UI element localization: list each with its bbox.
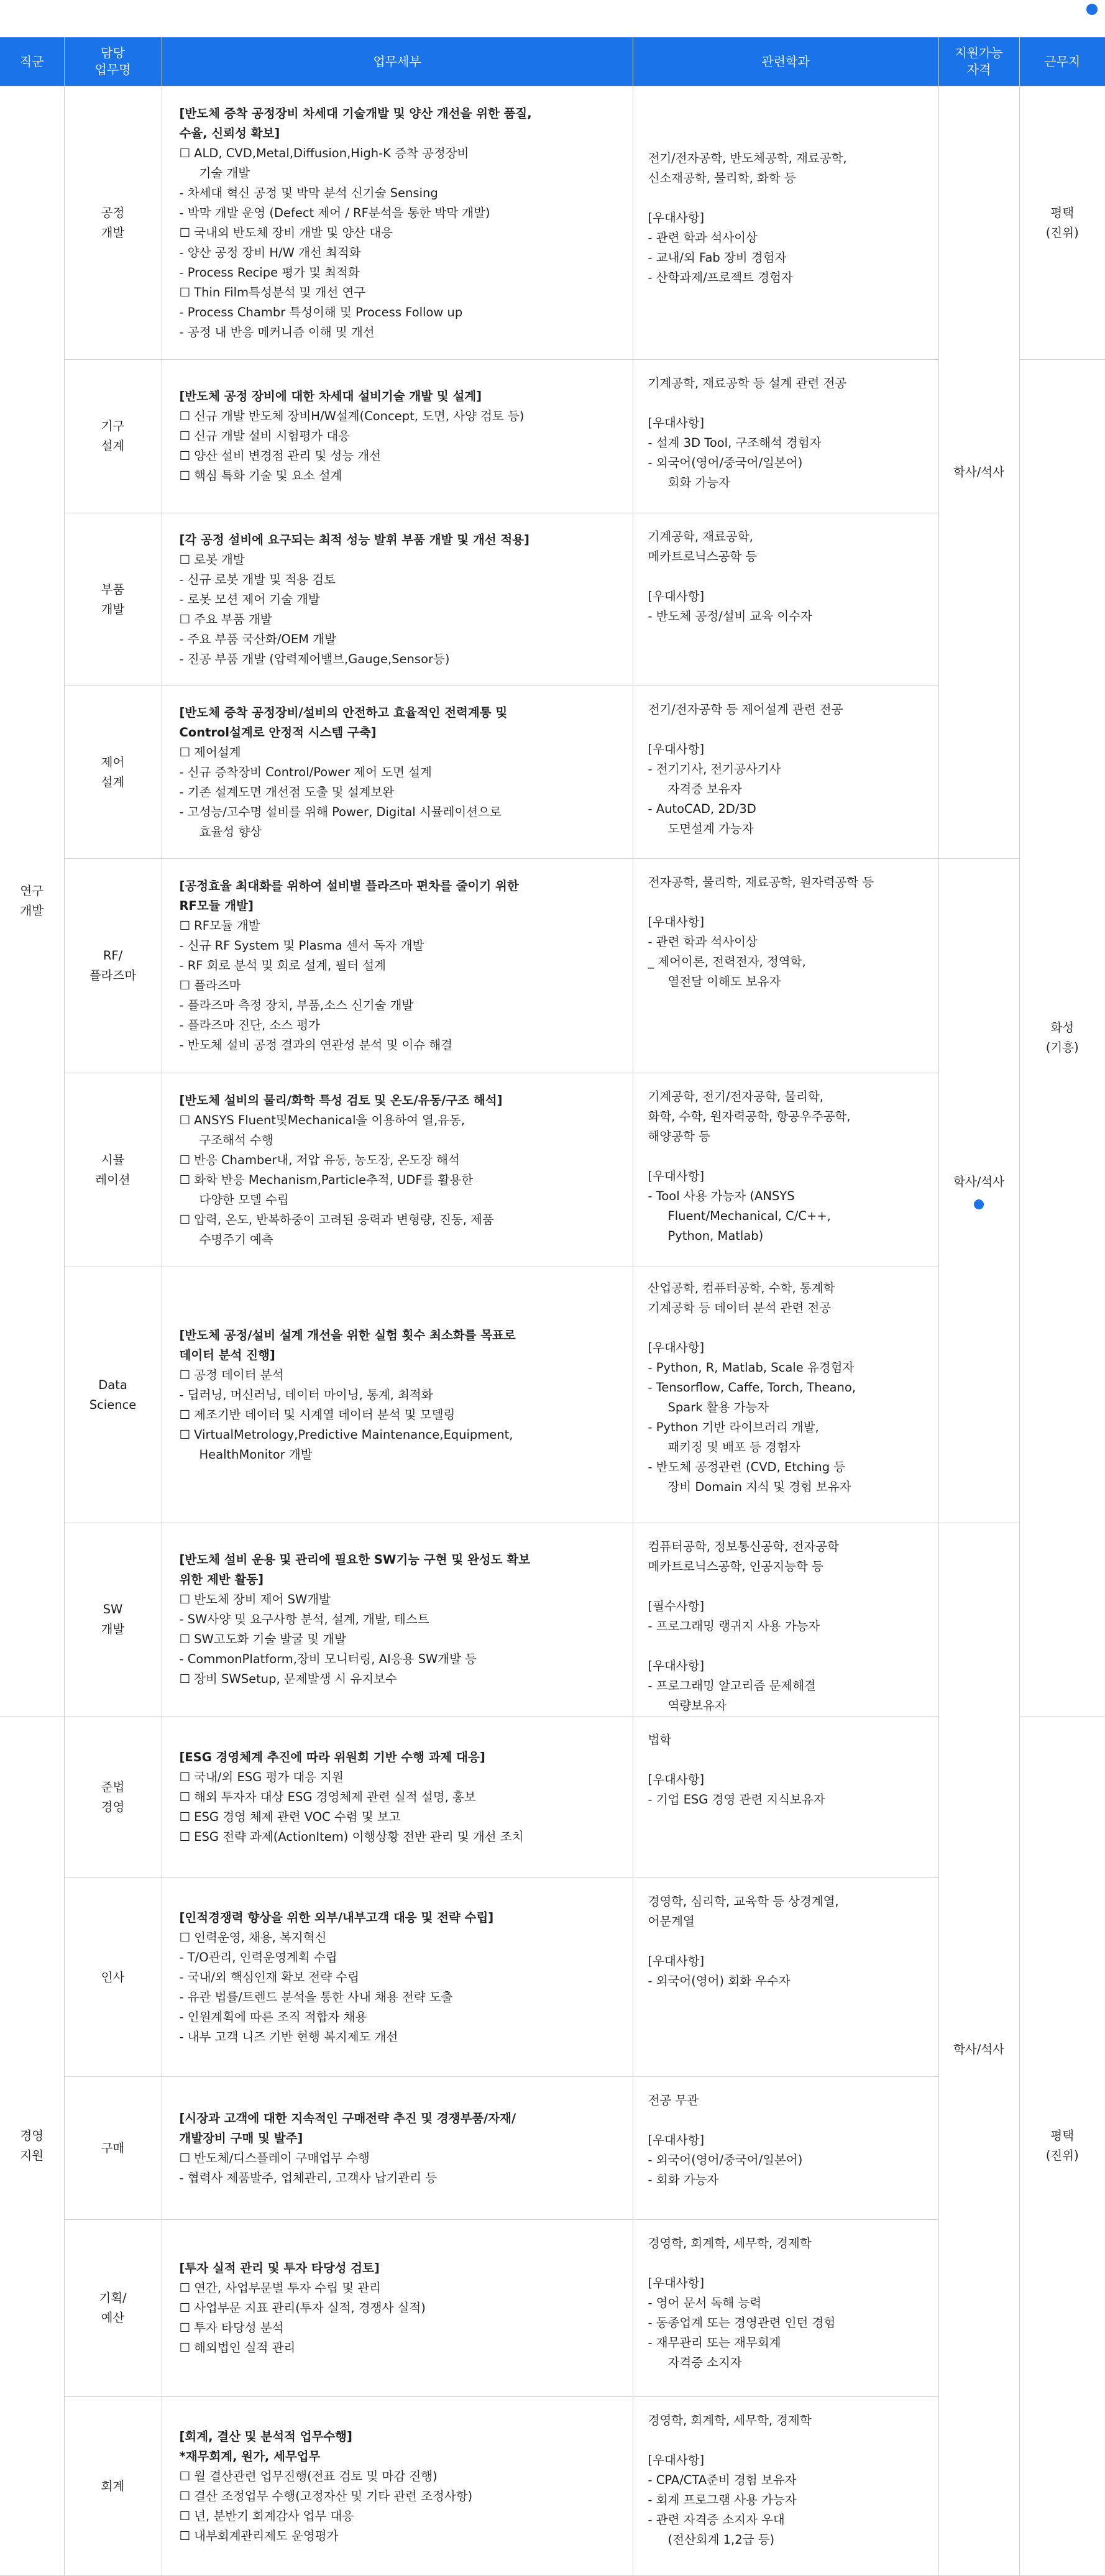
duty-label: SW 개발 [101, 1602, 125, 1636]
detail-cell [162, 1717, 633, 1878]
text-line: ☐ 내부회계관리제도 운영평가 [179, 2528, 339, 2543]
duty-label: 제어 설계 [101, 754, 125, 789]
text-line: ☐ 해외 투자자 대상 ESG 경영체제 관련 실적 설명, 홍보 [179, 1789, 476, 1804]
duty-label: Data Science [89, 1377, 137, 1412]
text-line: ☐ 핵심 특화 기술 및 요소 설계 [179, 469, 342, 483]
text-line [648, 1577, 926, 1597]
text-line: ☐ RF모듈 개발 [179, 919, 260, 933]
text-line: - RF 회로 분석 및 회로 설계, 필터 설계 [179, 958, 386, 973]
duty-label: 시뮬 레이션 [95, 1152, 131, 1187]
text-line: 자격증 소지자 [667, 2355, 742, 2370]
text-line: - 딥러닝, 머신러닝, 데이터 마이닝, 통계, 최적화 [179, 1387, 433, 1402]
text-line: [우대사항] [648, 742, 705, 756]
text-line: 구조해석 수행 [199, 1132, 273, 1147]
duty-cell [64, 1523, 162, 1717]
duty-label: 부품 개발 [101, 582, 125, 616]
text-line: [우대사항] [648, 416, 705, 430]
text-line: [반도체 설비 운용 및 관리에 필요한 SW기능 구현 및 완성도 확보 [179, 1552, 530, 1567]
text-line: [우대사항] [648, 211, 705, 225]
text-line: - 외국어(영어) 회화 우수자 [648, 1974, 791, 1988]
text-line: - Python, R, Matlab, Scale 유경험자 [648, 1360, 855, 1375]
text-line: 회화 가능자 [667, 475, 730, 490]
text-line: - 전기기사, 전기공사기사 [648, 762, 781, 776]
text-line: 산업공학, 컴퓨터공학, 수학, 통계학 [648, 1281, 835, 1295]
text-line: - 신규 RF System 및 Plasma 센서 독자 개발 [179, 938, 424, 953]
major-cell [633, 86, 938, 360]
detail-cell [162, 1878, 633, 2077]
text-line: [우대사항] [648, 2453, 705, 2467]
text-line: - Process Recipe 평가 및 최적화 [179, 265, 360, 280]
text-line: - Process Chambr 특성이해 및 Process Follow up [179, 305, 463, 319]
corner-dot-icon [1086, 4, 1098, 15]
header-category: 직군 [0, 37, 64, 86]
text-line: ☐ 신규 개발 반도체 장비H/W설계(Concept, 도면, 사양 검토 등) [179, 409, 525, 423]
text-line: 전기/전자공학 등 제어설계 관련 전공 [648, 702, 843, 717]
text-line: - 기존 설계도면 개선점 도출 및 설계보완 [179, 784, 395, 799]
text-line [648, 393, 926, 413]
text-line: - CommonPlatform,장비 모니터링, AI응용 SW개발 등 [179, 1652, 477, 1666]
text-line: - 관련 학과 석사이상 [648, 935, 758, 949]
text-line: - 동종업계 또는 경영관련 인턴 경험 [648, 2316, 836, 2330]
major-cell [633, 1073, 938, 1267]
major-cell [633, 1717, 938, 1878]
text-line: 도면설계 가능자 [667, 822, 754, 836]
text-line: - 반도체 공정관련 (CVD, Etching 등 [648, 1460, 846, 1474]
location-cell [1019, 86, 1105, 360]
text-line: Fluent/Mechanical, C/C++, [667, 1209, 831, 1223]
text-line: ☐ SW고도화 기술 발굴 및 개발 [179, 1632, 347, 1646]
text-line: 메카트로닉스공학 등 [648, 549, 758, 564]
text-line: 기계공학, 전기/전자공학, 물리학, [648, 1089, 823, 1104]
duty-cell [64, 2397, 162, 2576]
major-cell [633, 686, 938, 859]
text-line: ☐ 국내/외 ESG 평가 대응 지원 [179, 1769, 344, 1784]
text-line: ☐ 주요 부품 개발 [179, 612, 272, 626]
duty-label: 구매 [101, 2140, 125, 2155]
text-line: ☐ Thin Film특성분석 및 개선 연구 [179, 285, 366, 300]
text-line: [반도체 공정 장비에 대한 차세대 설비기술 개발 및 설계] [179, 389, 482, 403]
detail-cell [162, 859, 633, 1073]
text-line: ☐ 인력운영, 채용, 복지혁신 [179, 1930, 327, 1945]
qualification-cell [938, 859, 1019, 1523]
text-line: 신소재공학, 물리학, 화학 등 [648, 171, 796, 185]
text-line: - Tensorflow, Caffe, Torch, Theano, [648, 1380, 856, 1395]
text-line: - SW사양 및 요구사항 분석, 설계, 개발, 테스트 [179, 1612, 429, 1626]
text-line: ☐ 공정 데이터 분석 [179, 1367, 284, 1382]
text-line [648, 720, 926, 740]
text-line: [ESG 경영체계 추진에 따라 위원회 기반 수행 과제 대응] [179, 1749, 485, 1764]
text-line [648, 2431, 926, 2450]
duty-cell [64, 859, 162, 1073]
duty-label: 공정 개발 [101, 205, 125, 240]
text-line: [공정효율 최대화를 위하여 설비별 플라즈마 편차를 줄이기 위한 [179, 879, 519, 893]
duty-cell [64, 1878, 162, 2077]
text-line: ☐ 결산 조정업무 수행(고정자산 및 기타 관련 조정사항) [179, 2488, 473, 2503]
text-line: Control설계로 안정적 시스템 구축] [179, 725, 377, 740]
location-cell [1019, 360, 1105, 1717]
text-line: *재무회계, 원가, 세무업무 [179, 2449, 321, 2464]
text-line: ☐ 반응 Chamber내, 저압 유동, 농도장, 온도장 해석 [179, 1152, 460, 1167]
text-line: [반도체 설비의 물리/화학 특성 검토 및 온도/유동/구조 해석] [179, 1093, 503, 1107]
header-detail: 업무세부 [162, 37, 633, 86]
text-line: ☐ 반도체 장비 제어 SW개발 [179, 1592, 331, 1607]
detail-cell [162, 86, 633, 360]
text-line: - 로봇 모션 제어 기술 개발 [179, 592, 320, 607]
text-line: HealthMonitor 개발 [199, 1447, 313, 1462]
detail-cell [162, 360, 633, 513]
text-line: 경영학, 회계학, 세무학, 경제학 [648, 2236, 812, 2250]
text-line [648, 1750, 926, 1770]
text-line: ☐ 제어설계 [179, 745, 241, 759]
text-line: ☐ 해외법인 실적 관리 [179, 2340, 296, 2355]
text-line: - T/O관리, 인력운영계획 수립 [179, 1950, 337, 1964]
text-line: 메카트로닉스공학, 인공지능학 등 [648, 1559, 823, 1574]
text-line: - 공정 내 반응 메커니즘 이해 및 개선 [179, 324, 375, 339]
text-line [648, 1932, 926, 1951]
table-row [0, 1523, 1105, 1717]
text-line: [각 공정 설비에 요구되는 최적 성능 발휘 부품 개발 및 개선 적용] [179, 532, 530, 547]
text-line: - 신규 로봇 개발 및 적용 검토 [179, 572, 336, 587]
text-line: 컴퓨터공학, 정보통신공학, 전자공학 [648, 1539, 839, 1554]
text-line: - 내부 고객 니즈 기반 현행 복지제도 개선 [179, 2029, 398, 2044]
major-cell [633, 859, 938, 1073]
text-line: RF모듈 개발] [179, 899, 254, 913]
text-line: Python, Matlab) [667, 1229, 764, 1243]
text-line: - 교내/외 Fab 장비 경험자 [648, 250, 787, 265]
job-table [0, 37, 1105, 2576]
text-line: 기술 개발 [199, 165, 250, 180]
text-line: - 반도체 설비 공정 결과의 연관성 분석 및 이슈 해결 [179, 1038, 453, 1052]
major-cell [633, 360, 938, 513]
text-line: 패키징 및 배포 등 경험자 [667, 1440, 800, 1454]
major-cell [633, 1878, 938, 2077]
text-line [648, 2253, 926, 2273]
text-line: ☐ 플라즈마 [179, 978, 241, 992]
text-line: 전공 무관 [648, 2093, 699, 2107]
duty-cell [64, 1267, 162, 1523]
text-line: 어문계열 [648, 1914, 695, 1928]
text-line: 기계공학, 재료공학 등 설계 관련 전공 [648, 376, 847, 390]
text-line: ☐ 장비 SWSetup, 문제발생 시 유지보수 [179, 1672, 397, 1686]
detail-cell [162, 686, 633, 859]
detail-cell [162, 2077, 633, 2220]
text-line: 수명주기 예측 [199, 1232, 273, 1247]
duty-cell [64, 86, 162, 360]
major-cell [633, 1267, 938, 1523]
text-line: [우대사항] [648, 589, 705, 603]
text-line: ☐ 연간, 사업부문별 투자 수립 및 관리 [179, 2281, 382, 2295]
table-row [0, 859, 1105, 1073]
text-line: _ 제어이론, 전력전자, 정역학, [648, 955, 806, 969]
text-line: 수율, 신뢰성 확보] [179, 126, 280, 140]
text-line: 기계공학, 재료공학, [648, 529, 753, 544]
header-duty: 담당 업무명 [64, 37, 162, 86]
text-line: ☐ 신규 개발 설비 시험평가 대응 [179, 429, 351, 443]
text-line: - 외국어(영어/중국어/일본어) [648, 2153, 803, 2167]
text-line: - 회화 가능자 [648, 2173, 719, 2187]
text-line: - 박막 개발 운영 (Defect 제어 / RF분석을 통한 박막 개발) [179, 205, 490, 220]
text-line [648, 1636, 926, 1656]
text-line: - 산학과제/프로젝트 경험자 [648, 270, 793, 285]
text-line: [회계, 결산 및 분석적 업무수행] [179, 2429, 352, 2444]
text-line: 역량보유자 [667, 1698, 727, 1713]
table-row [0, 86, 1105, 360]
text-line: [우대사항] [648, 1772, 705, 1787]
text-line: ☐ 국내외 반도체 장비 개발 및 양산 대응 [179, 225, 393, 240]
duty-label: 회계 [101, 2478, 125, 2493]
text-line: ☐ ALD, CVD,Metal,Diffusion,High-K 증착 공정장비 [179, 145, 469, 160]
text-line: ☐ 양산 설비 변경점 관리 및 성능 개선 [179, 449, 382, 463]
text-line: [우대사항] [648, 2276, 705, 2290]
text-line: 화학, 수학, 원자력공학, 항공우주공학, [648, 1109, 851, 1124]
text-line: [우대사항] [648, 1169, 705, 1183]
major-cell [633, 1523, 938, 1717]
location-label: 평택 (진위) [1045, 2129, 1079, 2163]
text-line: - 신규 증착장비 Control/Power 제어 도면 설계 [179, 764, 432, 779]
qualification-label: 학사/석사 [953, 465, 1004, 479]
duty-cell [64, 2220, 162, 2397]
major-cell [633, 2077, 938, 2220]
text-line: Spark 활용 가능자 [667, 1400, 769, 1414]
text-line: 개발장비 구매 및 발주] [179, 2130, 303, 2145]
text-line: - 설계 3D Tool, 구조해석 경험자 [648, 436, 822, 450]
text-line: 위한 제반 활동] [179, 1572, 264, 1587]
duty-cell [64, 1717, 162, 1878]
text-line: - 회계 프로그램 사용 가능자 [648, 2493, 797, 2507]
location-label: 화성 (기흥) [1045, 1020, 1079, 1055]
duty-cell [64, 686, 162, 859]
text-line: 자격증 보유자 [667, 782, 742, 796]
text-line: - AutoCAD, 2D/3D [648, 802, 756, 816]
text-line: 전자공학, 물리학, 재료공학, 원자력공학 등 [648, 875, 874, 889]
text-line [648, 567, 926, 587]
major-cell [633, 2397, 938, 2576]
text-line: 전기/전자공학, 반도체공학, 재료공학, [648, 151, 847, 165]
text-line: 해양공학 등 [648, 1129, 710, 1144]
text-line: ☐ 로봇 개발 [179, 552, 245, 567]
text-line: (전산회계 1,2급 등) [667, 2532, 775, 2547]
text-line: [우대사항] [648, 1954, 705, 1968]
text-line: - 재무관리 또는 재무회계 [648, 2335, 781, 2350]
duty-cell [64, 1073, 162, 1267]
text-line: - 관련 학과 석사이상 [648, 231, 758, 245]
major-cell [633, 513, 938, 686]
text-line [648, 892, 926, 912]
text-line: 장비 Domain 지식 및 경험 보유자 [667, 1480, 851, 1494]
detail-cell [162, 2220, 633, 2397]
text-line: [반도체 공정/설비 설계 개선을 위한 실험 횟수 최소화를 목표로 [179, 1327, 516, 1342]
text-line: ☐ 투자 타당성 분석 [179, 2321, 284, 2335]
text-line: 열전달 이해도 보유자 [667, 974, 781, 989]
text-line: - 프로그래밍 알고리즘 문제해결 [648, 1679, 817, 1693]
duty-label: 기획/ 예산 [99, 2291, 127, 2325]
duty-label: 인사 [101, 1969, 125, 1984]
text-line: [우대사항] [648, 2133, 705, 2147]
text-line: ☐ ANSYS Fluent및Mechanical을 이용하여 열,유동, [179, 1112, 465, 1127]
detail-cell [162, 1523, 633, 1717]
text-line: - CPA/CTA준비 경험 보유자 [648, 2473, 797, 2487]
text-line: ☐ 제조기반 데이터 및 시계열 데이터 분석 및 모델링 [179, 1407, 456, 1422]
text-line: - 협력사 제품발주, 업체관리, 고객사 납기관리 등 [179, 2170, 438, 2185]
qualification-label: 학사/석사 [953, 1175, 1004, 1189]
text-line: - 플라즈마 측정 장치, 부품,소스 신기술 개발 [179, 998, 414, 1012]
major-cell [633, 2220, 938, 2397]
text-line: ☐ VirtualMetrology,Predictive Maintenance,Equipment, [179, 1427, 513, 1442]
text-line: - 플라즈마 진단, 소스 평가 [179, 1018, 320, 1032]
text-line: - 국내/외 핵심인재 확보 전략 수립 [179, 1969, 359, 1984]
text-line: - 차세대 혁신 공정 및 박막 분석 신기술 Sensing [179, 185, 438, 200]
text-line: - 영어 문서 독해 능력 [648, 2296, 762, 2310]
text-line: - 외국어(영어/중국어/일본어) [648, 456, 803, 470]
location-cell [1019, 1717, 1105, 2576]
detail-cell [162, 2397, 633, 2576]
duty-cell [64, 513, 162, 686]
text-line: - Python 기반 라이브러리 개발, [648, 1420, 819, 1434]
text-line: [필수사항] [648, 1599, 705, 1613]
duty-label: 기구 설계 [101, 419, 125, 453]
text-line [648, 188, 926, 208]
qualification-label: 학사/석사 [953, 2042, 1004, 2056]
text-line: - 고성능/고수명 설비를 위해 Power, Digital 시뮬레이션으로 [179, 804, 502, 819]
text-line: ☐ ESG 경영 체제 관련 VOC 수렴 및 보고 [179, 1809, 401, 1824]
text-line: 경영학, 회계학, 세무학, 경제학 [648, 2413, 812, 2427]
text-line: [반도체 증착 공정장비 차세대 기술개발 및 양산 개선을 위한 품질, [179, 106, 532, 121]
text-line: ☐ ESG 전략 과제(ActionItem) 이행상황 전반 관리 및 개선 조치 [179, 1829, 524, 1844]
text-line: [투자 실적 관리 및 투자 타당성 검토] [179, 2261, 380, 2275]
text-line: 기계공학 등 데이터 분석 관련 전공 [648, 1301, 832, 1315]
duty-cell [64, 360, 162, 513]
text-line: ☐ 압력, 온도, 반복하중이 고려된 응력과 변형량, 진동, 제품 [179, 1212, 494, 1227]
text-line [648, 1147, 926, 1167]
duty-label: 준법 경영 [101, 1779, 125, 1814]
duty-cell [64, 2077, 162, 2220]
header-qualification: 지원가능 자격 [938, 37, 1019, 86]
text-line: - Tool 사용 가능자 (ANSYS [648, 1189, 795, 1203]
text-line: 데이터 분석 진행] [179, 1347, 275, 1362]
text-line: ☐ 사업부문 지표 관리(투자 실적, 경쟁사 실적) [179, 2301, 426, 2315]
text-line: [우대사항] [648, 915, 705, 929]
category-mgmt [0, 1717, 64, 2576]
header-location: 근무지 [1019, 37, 1105, 86]
category-rnd [0, 86, 64, 1717]
category-label: 경영 지원 [20, 2129, 44, 2163]
text-line: 경영학, 심리학, 교육학 등 상경계열, [648, 1894, 839, 1909]
qualification-cell [938, 86, 1019, 859]
text-line: [인적경쟁력 향상을 위한 외부/내부고객 대응 및 전략 수립] [179, 1910, 494, 1925]
text-line: - 관련 자격증 소지자 우대 [648, 2513, 785, 2527]
text-line: [반도체 증착 공정장비/설비의 안전하고 효율적인 전력계통 및 [179, 705, 508, 720]
text-line [648, 1318, 926, 1338]
text-line: ☐ 화학 반응 Mechanism,Particle추적, UDF를 활용한 [179, 1172, 474, 1187]
marker-dot-icon [974, 1199, 984, 1209]
detail-cell [162, 1267, 633, 1523]
text-line: [우대사항] [648, 1659, 705, 1673]
text-line: 효율성 향상 [199, 824, 262, 839]
text-line: - 양산 공정 장비 H/W 개선 최적화 [179, 245, 361, 260]
text-line: - 유관 법률/트렌드 분석을 통한 사내 채용 전략 도출 [179, 1989, 453, 2004]
text-line: 법학 [648, 1733, 672, 1747]
text-line [648, 2111, 926, 2130]
text-line: - 기업 ESG 경영 관련 지식보유자 [648, 1792, 825, 1807]
header-major: 관련학과 [633, 37, 938, 86]
table-header-row [0, 37, 1105, 86]
qualification-cell [938, 1523, 1019, 2576]
text-line: [시장과 고객에 대한 지속적인 구매전략 추진 및 경쟁부품/자재/ [179, 2111, 516, 2125]
detail-cell [162, 513, 633, 686]
text-line: [우대사항] [648, 1341, 705, 1355]
text-line: - 프로그래밍 랭귀지 사용 가능자 [648, 1619, 820, 1633]
category-label: 연구 개발 [20, 884, 44, 918]
text-line: 다양한 모델 수립 [199, 1192, 289, 1207]
text-line: ☐ 반도체/디스플레이 구매업무 수행 [179, 2150, 370, 2165]
detail-cell [162, 1073, 633, 1267]
text-line: ☐ 년, 분반기 회계감사 업무 대응 [179, 2508, 354, 2523]
text-line: - 진공 부품 개발 (압력제어밸브,Gauge,Sensor등) [179, 651, 450, 666]
text-line: - 인원계획에 따른 조직 적합자 채용 [179, 2009, 367, 2024]
duty-label: RF/ 플라즈마 [89, 948, 137, 983]
text-line: ☐ 월 결산관련 업무진행(전표 검토 및 마감 진행) [179, 2468, 438, 2483]
text-line: - 반도체 공정/설비 교육 이수자 [648, 609, 812, 623]
text-line: - 주요 부품 국산화/OEM 개발 [179, 631, 336, 646]
location-label: 평택 (진위) [1045, 205, 1079, 240]
